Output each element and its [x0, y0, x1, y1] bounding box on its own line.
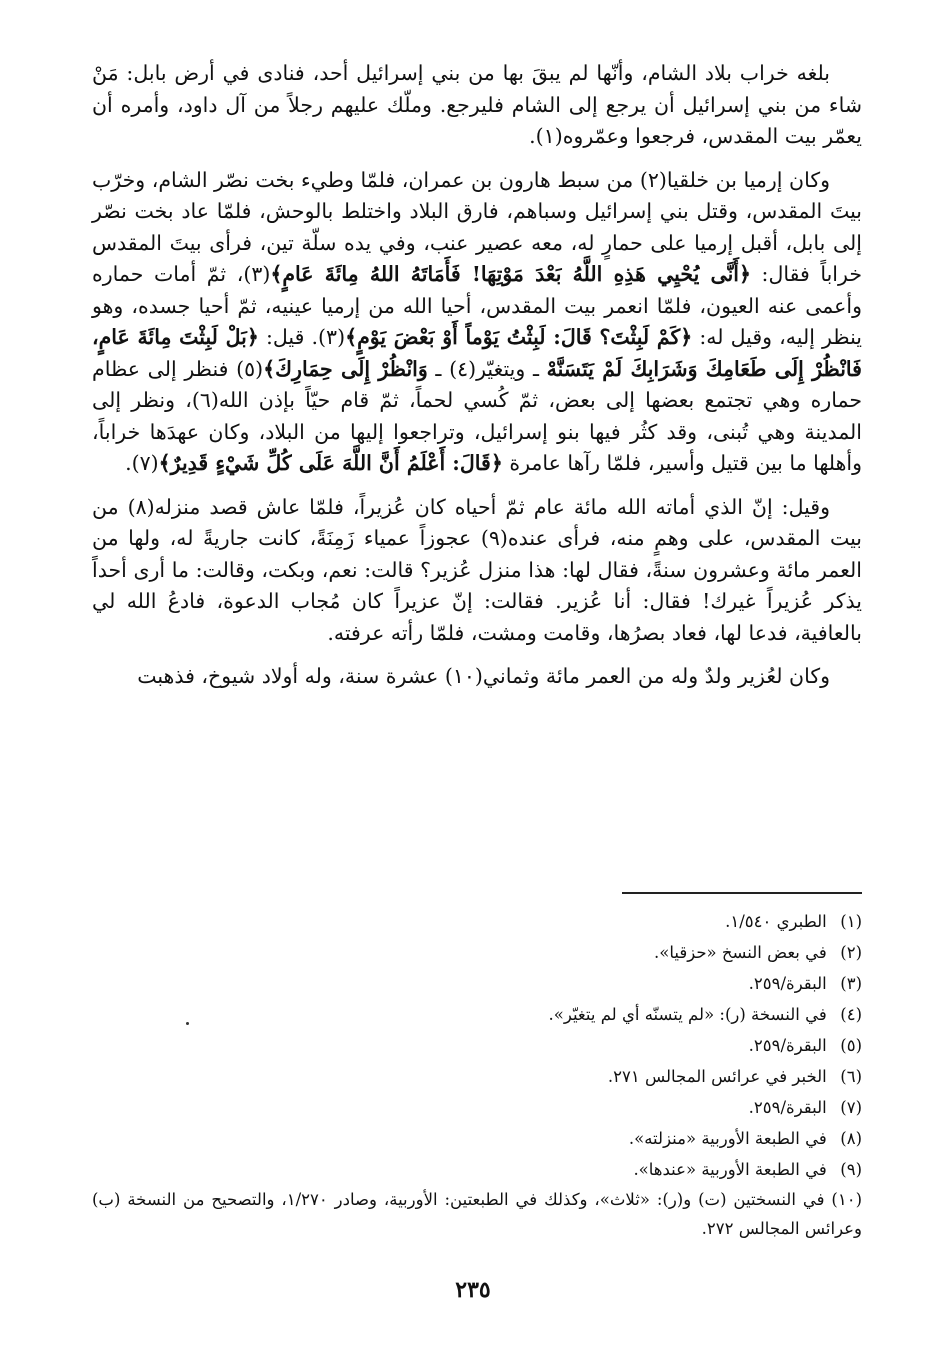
- text-segment: وكان لعُزير ولدٌ وله من العمر مائة وثماني: [482, 664, 830, 688]
- text-segment: ، ثمّ أمات حماره وأعمى عنه العيون، فلمّا انعمر بيت المقدس، أحيا الله من إرميا عينيه، ثمّ أحيا جسده، وهو ينظر إليه، وقيل له:: [92, 262, 863, 349]
- footnote: [92, 1154, 862, 1185]
- footnote: [92, 999, 862, 1030]
- footnote-text: في النسخة (ر): «لم يتسنّه أي لم يتغيّر».: [548, 1005, 827, 1024]
- footnote: [92, 968, 862, 999]
- text-segment: وقيل: إنّ الذي أماته الله مائة عام ثمّ أحياه كان عُزيراً، فلمّا عاش قصد منزله: [154, 494, 830, 519]
- text-segment: (٢): [639, 167, 667, 192]
- text-segment: (٤): [449, 356, 477, 381]
- quran-verse: ﴿بَلْ لَبِثْتَ مِائَةَ عَامٍ، فَانْظُرْ إِلَى طَعَامِكَ وَشَرَابِكَ لَمْ يَتَسَنَّهْ: [92, 325, 862, 381]
- text-segment: عشرة سنة، وله أولاد شيوخ، فذهبت: [137, 664, 445, 688]
- footnote-number: (٣): [840, 974, 862, 993]
- footnote-number: (٩): [840, 1160, 862, 1179]
- footnote-number: (١): [840, 912, 862, 931]
- text-segment: (١): [535, 124, 563, 148]
- page-number: ٢٣٥: [455, 1277, 491, 1303]
- footnote-number: (١٠): [831, 1190, 862, 1209]
- paragraph: [92, 492, 862, 650]
- footnote-number: (٤): [840, 1005, 862, 1024]
- footnote: [92, 906, 862, 937]
- text-segment: عجوزاً عمياء زَمِنَةً، كانت جاريةً له، ولها من العمر مائة وعشرون سنةً، فقال لها: هذا منزل عُزير؟ قالت: نعم، وبكت، وقالت: ما أرى أحداً يذكر عُزيراً غيرك! فقال: أنا عُزير. فقالت: إنّ عزيراً كان مُجاب الدعوة، فادعُ الله لي بالعافية، فدعا لها، فعاد بصرُها، وقامت ومشت، فلمّا رأته عرفته.: [92, 526, 862, 645]
- text-segment: .: [529, 124, 536, 148]
- text-segment: من بيت المقدس، على وهمٍ منه، فرأى عنده: [92, 494, 862, 550]
- footnote-text: الطبري ١/٥٤٠.: [725, 912, 827, 931]
- main-text: [92, 58, 862, 705]
- footnote-number: (٢): [840, 943, 862, 962]
- footnote-text: البقرة/٢٥٩.: [748, 1036, 827, 1055]
- footnote-number: (٦): [840, 1067, 862, 1086]
- footnote: [92, 1061, 862, 1092]
- text-segment: (٧): [131, 451, 159, 475]
- text-segment: (٦): [191, 388, 219, 412]
- text-segment: (٥): [236, 356, 264, 381]
- footnote-text: في بعض النسخ «حزقيا».: [654, 943, 827, 962]
- quran-verse: ﴿كَمْ لَبِثْتَ؟ قَالَ: لَبِثْتُ يَوْماً أَوْ بَعْضَ يَوْمٍ﴾: [345, 325, 693, 349]
- footnote-number: (٨): [840, 1129, 862, 1148]
- scan-speck: [186, 1022, 189, 1025]
- text-segment: من سبط هارون بن عمران، فلمّا وطيء بخت نصّر الشام، وخرّب بيتَ المقدس، وقتل بني إسرائيل وسباهم، فارق البلاد واختلط بالوحش، فلمّا عاد بخت نصّر إلى بابل، أقبل إرميا على حمارٍ له، معه عصير عنب، وفي يده سلّة تين، فرأى بيتَ المقدس خراباً فقال:: [92, 167, 862, 286]
- text-segment: . قيل:: [258, 325, 319, 349]
- text-segment: (١٠): [444, 664, 483, 688]
- footnote: [92, 1123, 862, 1154]
- text-segment: فنظر إلى عظام حماره وهي تجتمع بعضها إلى بعض، ثمّ كُسي لحماً، ثمّ قام حيّاً بإذن الله: [92, 356, 862, 412]
- quran-verse: ﴿أَنَّى يُحْيِي هَذِهِ اللَّهُ بَعْدَ مَوْتِهَا! فَأَمَاتَهُ اللهُ مِائَةَ عَامٍ﴾: [270, 262, 751, 286]
- text-segment: .: [125, 451, 132, 475]
- footnote-text: في النسختين (ت) و(ر): «ثلاث»، وكذلك في الطبعتين: الأوربية، وصادر ١/٢٧٠، والتصحيح من النسخة (ب) وعرائس المجالس ٢٧٢.: [92, 1190, 862, 1238]
- paragraph: [92, 58, 862, 153]
- quran-verse: وَانْظُرْ إِلَى حِمَارِكَ﴾: [263, 356, 428, 381]
- footnote: [92, 1030, 862, 1061]
- footnote-text: البقرة/٢٥٩.: [748, 974, 827, 993]
- footnote-text: في الطبعة الأوربية «عندها».: [633, 1160, 827, 1179]
- footnote: [92, 1185, 862, 1243]
- text-segment: (٣): [318, 325, 346, 349]
- footnote-separator: [622, 892, 862, 894]
- footnote: [92, 1092, 862, 1123]
- paragraph: [92, 661, 862, 693]
- text-segment: ، ونظر إلى المدينة وهي تُبنى، وقد كثُر فيها بنو إسرائيل، وتراجعوا إليها من البلاد، وكان عهدَها خراباً، وأهلها ما بين قتيل وأسير، فلمّا رآها عامرة: [92, 388, 862, 475]
- footnotes-list: [92, 906, 862, 1243]
- text-segment: وكان إرميا بن خلقيا: [666, 167, 830, 192]
- footnote-text: الخبر في عرائس المجالس ٢٧١.: [607, 1067, 827, 1086]
- text-segment: بلغه خراب بلاد الشام، وأنّها لم يبقَ بها من بني إسرائيل أحد، فنادى في أرض بابل: مَنْ شاء من بني إسرائيل أن يرجع إلى الشام فليرجع. وملّك عليهم رجلاً من آل داود، وأمره أن يعمّر بيت المقدس، فرجعوا وعمّروه: [92, 61, 862, 148]
- text-segment: ـ ويتغيّر: [476, 356, 547, 381]
- paragraph: [92, 165, 862, 480]
- footnote: [92, 937, 862, 968]
- text-segment: (٣): [243, 262, 271, 286]
- footnote-number: (٥): [840, 1036, 862, 1055]
- footnote-text: في الطبعة الأوربية «منزلته».: [628, 1129, 827, 1148]
- footnote-text: البقرة/٢٥٩.: [748, 1098, 827, 1117]
- text-segment: ـ: [427, 356, 450, 381]
- text-segment: (٩): [480, 526, 508, 550]
- quran-verse: ﴿قَالَ: أَعْلَمُ أَنَّ اللَّهَ عَلَى كُلِّ شَيْءٍ قَدِيرٌ﴾: [158, 451, 503, 475]
- text-segment: (٨): [127, 494, 155, 519]
- footnote-number: (٧): [840, 1098, 862, 1117]
